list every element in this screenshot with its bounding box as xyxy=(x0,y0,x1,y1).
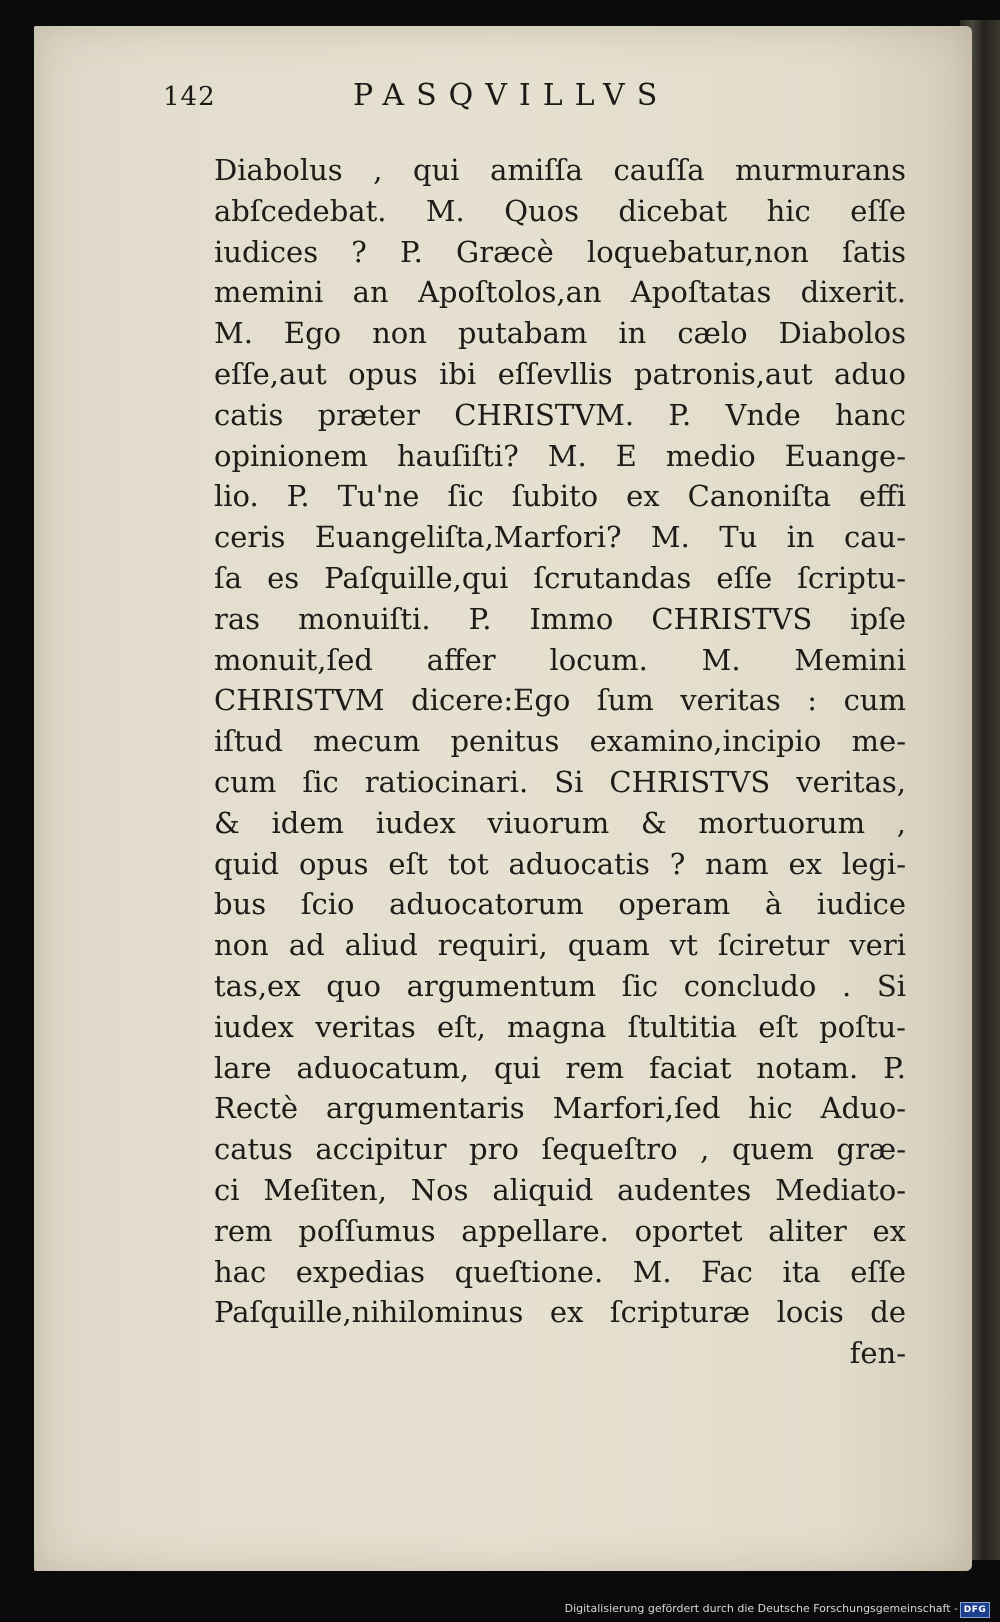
text-line: Paſquille,nihilominus ex ſcripturæ locis de xyxy=(214,1295,906,1330)
footer-strip xyxy=(0,1599,1000,1622)
text-line: ſa es Paſquille,qui ſcrutandas eſſe ſcriptu- xyxy=(214,560,906,595)
text-line: catus accipitur pro ſequeſtro , quem græ- xyxy=(214,1132,906,1167)
text-line: Diabolus , qui amiſſa cauſſa murmurans xyxy=(214,153,906,187)
text-line: M. Ego non putabam in cælo Diabolos xyxy=(214,316,906,351)
digitization-credit: Digitalisierung gefördert durch die Deutsche Forschungsgemeinschaft - xyxy=(564,1602,958,1615)
text-line: ceris Euangeliſta,Marfori? M. Tu in cau- xyxy=(214,520,906,555)
text-line: tas,ex quo argumentum ſic concludo . Si xyxy=(214,968,906,1003)
running-head: PASQVILLVS xyxy=(353,78,670,113)
text-block xyxy=(214,150,906,1374)
text-line: memini an Apoſtolos,an Apoſtatas dixerit. xyxy=(214,275,906,310)
text-line: lare aduocatum, qui rem faciat notam. P. xyxy=(214,1050,906,1085)
text-line: quid opus eſt tot aduocatis ? nam ex legi- xyxy=(214,846,906,881)
text-line: & idem iudex viuorum & mortuorum , xyxy=(214,805,906,840)
text-line: non ad aliud requiri, quam vt ſciretur veri xyxy=(214,928,906,963)
text-line: lio. P. Tu'ne ſic ſubito ex Canoniſta effi xyxy=(214,479,906,514)
text-line: bus ſcio aduocatorum operam à iudice xyxy=(214,887,906,922)
text-line: ci Meſiten, Nos aliquid audentes Mediato- xyxy=(214,1172,906,1207)
text-line: hac expedias queſtione. M. Fac ita eſſe xyxy=(214,1254,906,1289)
text-line: iſtud mecum penitus examino,incipio me- xyxy=(214,724,906,759)
page-number: 142 xyxy=(163,82,216,112)
text-line: monuit,ſed affer locum. M. Memini xyxy=(214,642,906,677)
text-line: rem poſſumus appellare. oportet aliter ex xyxy=(214,1213,906,1248)
text-line: Rectè argumentaris Marfori,ſed hic Aduo- xyxy=(214,1091,906,1126)
text-line: ras monuiſti. P. Immo CHRISTVS ipſe xyxy=(214,601,906,636)
text-line: abſcedebat. M. Quos dicebat hic eſſe xyxy=(214,193,906,228)
text-line: CHRISTVM dicere:Ego ſum veritas : cum xyxy=(214,683,906,718)
text-line: catis præter CHRISTVM. P. Vnde hanc xyxy=(214,397,906,432)
text-line: opinionem hauſiſti? M. E medio Euange- xyxy=(214,438,906,473)
page-header xyxy=(163,78,863,118)
text-line: iudices ? P. Græcè loquebatur,non ſatis xyxy=(214,234,906,269)
text-line: eſſe,aut opus ibi eſſevllis patronis,aut aduo xyxy=(214,356,906,391)
dfg-logo: DFG xyxy=(960,1602,990,1618)
catchword: fen- xyxy=(849,1336,906,1371)
text-line: iudex veritas eſt, magna ſtultitia eſt poſtu- xyxy=(214,1009,906,1044)
text-line: cum ſic ratiocinari. Si CHRISTVS veritas, xyxy=(214,764,906,799)
